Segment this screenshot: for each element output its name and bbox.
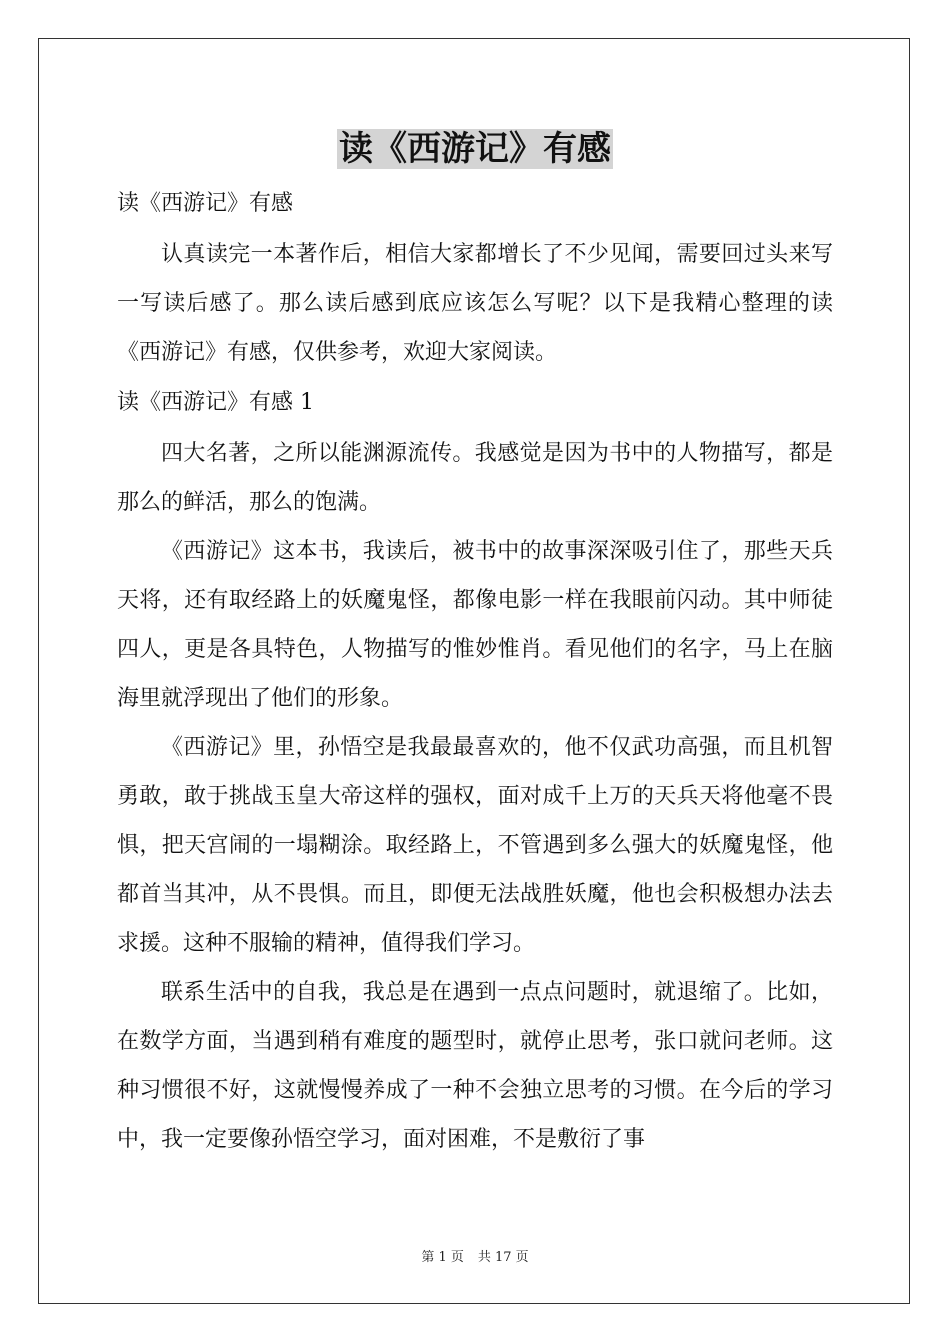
document-title [0, 126, 950, 172]
body-paragraph: 四大名著，之所以能渊源流传。我感觉是因为书中的人物描写，都是那么的鲜活，那么的饱满。 [117, 441, 833, 515]
page-total: 共 17 页 [477, 1250, 529, 1265]
page-number: 第 1 页 [421, 1250, 464, 1265]
body-paragraph: 认真读完一本著作后，相信大家都增长了不少见闻，需要回过头来写一写读后感了。那么读后感到底应该怎么写呢？以下是我精心整理的读《西游记》有感，仅供参考，欢迎大家阅读。 [117, 242, 833, 365]
section-heading: 读《西游记》有感 [117, 191, 294, 216]
body-paragraph: 《西游记》这本书，我读后，被书中的故事深深吸引住了，那些天兵天将，还有取经路上的妖魔鬼怪，都像电影一样在我眼前闪动。其中师徒四人，更是各具特色，人物描写的惟妙惟肖。看见他们的名字，马上在脑海里就浮现出了他们的形象。 [117, 539, 833, 711]
body-paragraph: 《西游记》里，孙悟空是我最最喜欢的，他不仅武功高强，而且机智勇敢，敢于挑战玉皇大帝这样的强权，面对成千上万的天兵天将他毫不畏惧，把天宫闹的一塌糊涂。取经路上，不管遇到多么强大的妖魔鬼怪，他都首当其冲，从不畏惧。而且，即便无法战胜妖魔，他也会积极想办法去求援。这种不服输的精神，值得我们学习。 [117, 735, 833, 956]
body-paragraph: 联系生活中的自我，我总是在遇到一点点问题时，就退缩了。比如，在数学方面，当遇到稍有难度的题型时，就停止思考，张口就问老师。这种习惯很不好，这就慢慢养成了一种不会独立思考的习惯。在今后的学习中，我一定要像孙悟空学习，面对困难，不是敷衍了事 [117, 980, 833, 1152]
page-footer [0, 1246, 950, 1265]
section-heading: 读《西游记》有感 1 [117, 390, 314, 415]
document-body [117, 178, 833, 1164]
document-title-text: 读《西游记》有感 [339, 129, 611, 169]
